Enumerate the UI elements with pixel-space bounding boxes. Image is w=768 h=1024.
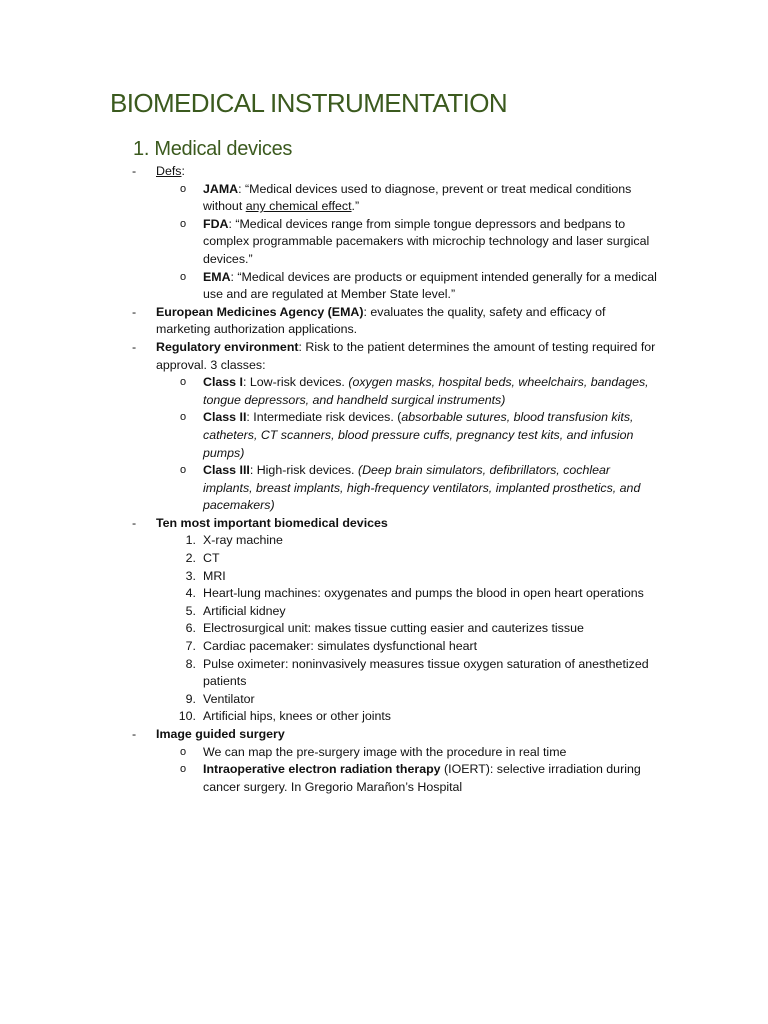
term-ema: EMA [203, 269, 231, 284]
circle-bullet: o [180, 376, 187, 389]
term-jama: JAMA [203, 181, 239, 196]
top-devices-heading: Ten most important biomedical devices [156, 515, 388, 530]
list-item-top-devices [0, 515, 656, 533]
numbered-item: 5. Artificial kidney [0, 603, 658, 621]
item-number: 1. [185, 533, 196, 548]
term-class-1: Class I [203, 375, 243, 390]
list-item-ema-agency: - European Medicines Agency (EMA): evaluates the quality, safety and efficacy of marketing authorization applications. [132, 304, 606, 337]
list-item-jama: o JAMA: “Medical devices used to diagnose, prevent or treat medical conditions without any chemical effect.” [180, 181, 632, 214]
dash-bullet: - [132, 727, 137, 741]
circle-bullet: o [180, 182, 187, 195]
item-number: 5. [185, 603, 196, 618]
numbered-item: 10. Artificial hips, knees or other joints [0, 708, 658, 726]
item-number: 2. [185, 551, 196, 566]
item-number: 3. [185, 568, 196, 583]
defs-label: Defs [156, 164, 182, 178]
dash-bullet: - [132, 304, 137, 319]
dash-bullet: - [132, 515, 137, 530]
list-item-defs: - Defs: [0, 163, 656, 181]
numbered-item: 7. Cardiac pacemaker: simulates dysfunctional heart [0, 638, 658, 656]
term-ioert: Intraoperative electron radiation therapy [203, 762, 441, 777]
list-item-class-2: o Class II: Intermediate risk devices. (absorbable sutures, blood transfusion kits, catheters, CT scanners, blood pressure cuffs, pregnancy test kits, and infusion pumps) [180, 410, 634, 460]
document-body [0, 163, 768, 796]
image-guided-heading: Image guided surgery [156, 727, 285, 741]
numbered-item: 3. MRI [0, 568, 658, 586]
numbered-item: 8. Pulse oximeter: noninvasively measures tissue oxygen saturation of anesthetized patients [0, 656, 658, 691]
circle-bullet: o [180, 745, 187, 758]
item-number: 6. [185, 621, 196, 636]
circle-bullet: o [180, 763, 187, 776]
term-ema-agency: European Medicines Agency (EMA) [156, 304, 364, 319]
list-item-image-guided [0, 726, 656, 744]
dash-bullet: - [132, 164, 137, 178]
circle-bullet: o [180, 270, 187, 283]
list-item-regulatory: - Regulatory environment: Risk to the patient determines the amount of testing required for approval. 3 classes: [132, 339, 656, 372]
list-item-ioert: o Intraoperative electron radiation therapy (IOERT): selective irradiation during cancer surgery. In Gregorio Marañon’s Hospital [180, 762, 641, 794]
item-number: 10. [178, 709, 196, 724]
numbered-item: 2. CT [0, 550, 658, 568]
numbered-item: 1. X-ray machine [0, 532, 658, 550]
term-fda: FDA [203, 216, 229, 231]
item-number: 8. [185, 656, 196, 671]
term-class-2: Class II [203, 410, 247, 425]
dash-bullet: - [132, 339, 137, 354]
list-item-ema: o EMA: “Medical devices are products or equipment intended generally for a medical use and are regulated at Member State level.” [180, 269, 657, 302]
circle-bullet: o [180, 464, 187, 477]
item-number: 7. [185, 639, 196, 654]
numbered-item: 9. Ventilator [0, 691, 658, 709]
term-class-3: Class III [203, 463, 250, 478]
numbered-item: 6. Electrosurgical unit: makes tissue cutting easier and cauterizes tissue [0, 620, 658, 638]
term-regulatory: Regulatory environment [156, 339, 299, 354]
list-item-fda: o FDA: “Medical devices range from simple tongue depressors and bedpans to complex programmable pacemakers with microchip technology and laser surgical devices.” [180, 216, 650, 266]
item-number: 9. [185, 691, 196, 706]
document-title: BIOMEDICAL INSTRUMENTATION [110, 88, 508, 118]
item-number: 4. [185, 586, 196, 601]
underlined-phrase: any chemical effect [245, 199, 352, 214]
section-heading: 1. Medical devices [133, 138, 293, 160]
list-item-map: o We can map the pre-surgery image with the procedure in real time [0, 744, 658, 762]
circle-bullet: o [180, 217, 187, 230]
numbered-item: 4. Heart-lung machines: oxygenates and pumps the blood in open heart operations [0, 585, 658, 603]
list-item-class-1: o Class I: Low-risk devices. (oxygen masks, hospital beds, wheelchairs, bandages, tongue depressors, and handheld surgical instruments) [180, 375, 649, 407]
circle-bullet: o [180, 411, 187, 424]
list-item-class-3: o Class III: High-risk devices. (Deep brain simulators, defibrillators, cochlear implants, breast implants, high-frequency ventilators, implanted prosthetics, and pacemakers) [180, 463, 641, 513]
